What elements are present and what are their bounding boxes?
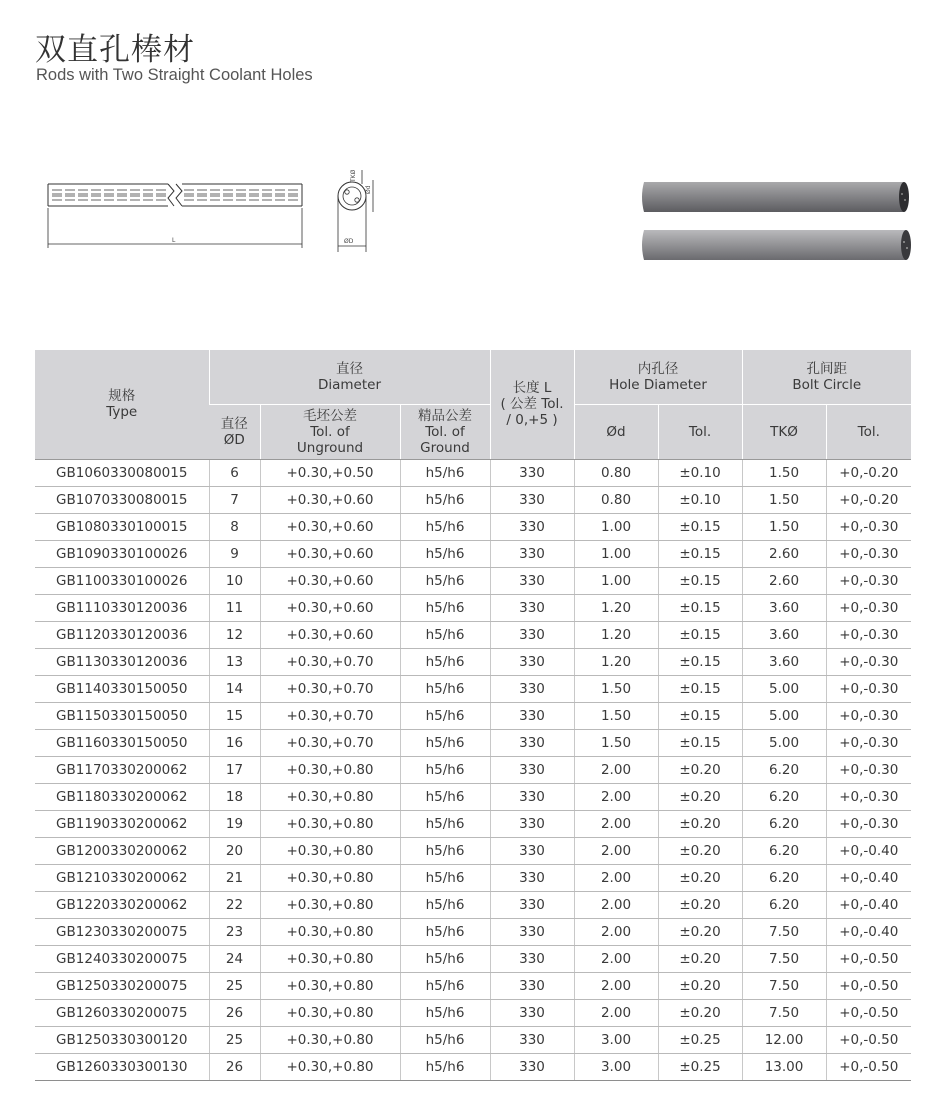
cell-od: 7 bbox=[209, 486, 260, 513]
cell-hole-tol: ±0.10 bbox=[658, 486, 742, 513]
cell-unground-tol: +0.30,+0.80 bbox=[260, 1026, 400, 1053]
drawing-tk-label: TKØ bbox=[350, 169, 357, 182]
cell-hole-d: 2.00 bbox=[574, 783, 658, 810]
cell-type: GB1170330200062 bbox=[35, 756, 209, 783]
cell-hole-d: 1.00 bbox=[574, 567, 658, 594]
cell-tk-tol: +0,-0.30 bbox=[826, 810, 911, 837]
cell-length: 330 bbox=[490, 945, 574, 972]
cell-hole-tol: ±0.10 bbox=[658, 459, 742, 486]
spec-table-body bbox=[35, 459, 911, 1080]
cell-ground-tol: h5/h6 bbox=[400, 783, 490, 810]
cell-length: 330 bbox=[490, 891, 574, 918]
cell-unground-tol: +0.30,+0.80 bbox=[260, 783, 400, 810]
header-diameter: 直径 Diameter bbox=[209, 350, 490, 404]
cell-unground-tol: +0.30,+0.80 bbox=[260, 756, 400, 783]
cell-hole-tol: ±0.15 bbox=[658, 567, 742, 594]
cell-type: GB1230330200075 bbox=[35, 918, 209, 945]
cell-type: GB1060330080015 bbox=[35, 459, 209, 486]
cell-hole-d: 2.00 bbox=[574, 810, 658, 837]
cell-type: GB1200330200062 bbox=[35, 837, 209, 864]
cell-hole-d: 1.00 bbox=[574, 540, 658, 567]
cell-length: 330 bbox=[490, 972, 574, 999]
cell-unground-tol: +0.30,+0.70 bbox=[260, 675, 400, 702]
cell-length: 330 bbox=[490, 1026, 574, 1053]
cell-tk: 2.60 bbox=[742, 540, 826, 567]
cell-od: 8 bbox=[209, 513, 260, 540]
drawing-length-label: L bbox=[172, 237, 176, 244]
cell-tk-tol: +0,-0.20 bbox=[826, 459, 911, 486]
cell-tk-tol: +0,-0.50 bbox=[826, 945, 911, 972]
cell-od: 18 bbox=[209, 783, 260, 810]
cell-tk-tol: +0,-0.40 bbox=[826, 864, 911, 891]
cell-tk: 6.20 bbox=[742, 864, 826, 891]
cell-ground-tol: h5/h6 bbox=[400, 999, 490, 1026]
table-row bbox=[35, 513, 911, 540]
cell-type: GB1250330200075 bbox=[35, 972, 209, 999]
spec-table bbox=[35, 350, 911, 1081]
cell-od: 13 bbox=[209, 648, 260, 675]
cell-od: 15 bbox=[209, 702, 260, 729]
table-row bbox=[35, 594, 911, 621]
cell-length: 330 bbox=[490, 567, 574, 594]
cell-tk: 1.50 bbox=[742, 486, 826, 513]
cell-unground-tol: +0.30,+0.60 bbox=[260, 513, 400, 540]
cell-hole-d: 1.50 bbox=[574, 729, 658, 756]
cell-ground-tol: h5/h6 bbox=[400, 567, 490, 594]
page-title: 双直孔棒材 bbox=[35, 32, 195, 68]
cell-type: GB1220330200062 bbox=[35, 891, 209, 918]
cell-tk: 6.20 bbox=[742, 756, 826, 783]
cell-tk: 3.60 bbox=[742, 621, 826, 648]
header-unground-tol: 毛坯公差 Tol. of Unground bbox=[260, 404, 400, 459]
cell-tk-tol: +0,-0.30 bbox=[826, 621, 911, 648]
table-row bbox=[35, 621, 911, 648]
cell-hole-tol: ±0.25 bbox=[658, 1053, 742, 1080]
cell-length: 330 bbox=[490, 783, 574, 810]
cell-tk: 1.50 bbox=[742, 459, 826, 486]
cell-length: 330 bbox=[490, 594, 574, 621]
table-row bbox=[35, 702, 911, 729]
cell-tk: 2.60 bbox=[742, 567, 826, 594]
drawing-hole-label: Ød bbox=[365, 185, 372, 194]
table-row bbox=[35, 459, 911, 486]
cell-ground-tol: h5/h6 bbox=[400, 648, 490, 675]
cell-ground-tol: h5/h6 bbox=[400, 810, 490, 837]
cell-ground-tol: h5/h6 bbox=[400, 621, 490, 648]
cell-length: 330 bbox=[490, 540, 574, 567]
cell-ground-tol: h5/h6 bbox=[400, 1053, 490, 1080]
cell-hole-d: 1.20 bbox=[574, 621, 658, 648]
cell-tk-tol: +0,-0.30 bbox=[826, 729, 911, 756]
table-row bbox=[35, 729, 911, 756]
cell-tk-tol: +0,-0.30 bbox=[826, 567, 911, 594]
cell-type: GB1190330200062 bbox=[35, 810, 209, 837]
table-row bbox=[35, 810, 911, 837]
cell-type: GB1260330200075 bbox=[35, 999, 209, 1026]
cell-tk-tol: +0,-0.30 bbox=[826, 594, 911, 621]
cell-unground-tol: +0.30,+0.60 bbox=[260, 540, 400, 567]
cell-tk: 7.50 bbox=[742, 945, 826, 972]
rod-image-bottom bbox=[642, 230, 911, 260]
table-row bbox=[35, 648, 911, 675]
table-row bbox=[35, 567, 911, 594]
cell-od: 10 bbox=[209, 567, 260, 594]
cell-unground-tol: +0.30,+0.60 bbox=[260, 486, 400, 513]
cell-unground-tol: +0.30,+0.80 bbox=[260, 972, 400, 999]
cell-tk: 13.00 bbox=[742, 1053, 826, 1080]
cell-ground-tol: h5/h6 bbox=[400, 675, 490, 702]
cell-tk-tol: +0,-0.40 bbox=[826, 891, 911, 918]
cell-type: GB1180330200062 bbox=[35, 783, 209, 810]
cell-unground-tol: +0.30,+0.80 bbox=[260, 837, 400, 864]
cell-od: 26 bbox=[209, 999, 260, 1026]
cell-type: GB1250330300120 bbox=[35, 1026, 209, 1053]
header-bolt-circle: 孔间距 Bolt Circle bbox=[742, 350, 911, 404]
cell-tk-tol: +0,-0.30 bbox=[826, 648, 911, 675]
cell-od: 6 bbox=[209, 459, 260, 486]
cell-tk-tol: +0,-0.30 bbox=[826, 540, 911, 567]
cell-tk: 3.60 bbox=[742, 648, 826, 675]
cell-od: 16 bbox=[209, 729, 260, 756]
cell-tk: 5.00 bbox=[742, 702, 826, 729]
cell-hole-d: 2.00 bbox=[574, 945, 658, 972]
table-row bbox=[35, 945, 911, 972]
header-type: 规格 Type bbox=[35, 350, 209, 459]
cell-length: 330 bbox=[490, 648, 574, 675]
cell-tk: 7.50 bbox=[742, 972, 826, 999]
cell-tk: 6.20 bbox=[742, 810, 826, 837]
cell-hole-tol: ±0.20 bbox=[658, 972, 742, 999]
rod-image-top bbox=[642, 182, 909, 212]
cell-length: 330 bbox=[490, 513, 574, 540]
cell-unground-tol: +0.30,+0.80 bbox=[260, 810, 400, 837]
cell-hole-d: 0.80 bbox=[574, 459, 658, 486]
cell-tk-tol: +0,-0.50 bbox=[826, 999, 911, 1026]
cell-ground-tol: h5/h6 bbox=[400, 513, 490, 540]
cell-length: 330 bbox=[490, 459, 574, 486]
page-subtitle: Rods with Two Straight Coolant Holes bbox=[36, 66, 313, 84]
cell-hole-tol: ±0.20 bbox=[658, 891, 742, 918]
cell-tk-tol: +0,-0.30 bbox=[826, 513, 911, 540]
cell-od: 17 bbox=[209, 756, 260, 783]
cell-hole-tol: ±0.15 bbox=[658, 648, 742, 675]
cell-ground-tol: h5/h6 bbox=[400, 945, 490, 972]
table-row bbox=[35, 837, 911, 864]
cell-length: 330 bbox=[490, 729, 574, 756]
cell-length: 330 bbox=[490, 756, 574, 783]
cell-type: GB1110330120036 bbox=[35, 594, 209, 621]
header-ground-tol: 精品公差 Tol. of Ground bbox=[400, 404, 490, 459]
header-hole-d: Ød bbox=[574, 404, 658, 459]
cell-length: 330 bbox=[490, 1053, 574, 1080]
table-row bbox=[35, 864, 911, 891]
table-row bbox=[35, 486, 911, 513]
cell-tk: 5.00 bbox=[742, 729, 826, 756]
cell-hole-tol: ±0.15 bbox=[658, 702, 742, 729]
cell-tk-tol: +0,-0.30 bbox=[826, 756, 911, 783]
cell-hole-tol: ±0.25 bbox=[658, 1026, 742, 1053]
cell-ground-tol: h5/h6 bbox=[400, 486, 490, 513]
cell-ground-tol: h5/h6 bbox=[400, 837, 490, 864]
cell-type: GB1210330200062 bbox=[35, 864, 209, 891]
cell-od: 22 bbox=[209, 891, 260, 918]
header-hole-tol: Tol. bbox=[658, 404, 742, 459]
cell-unground-tol: +0.30,+0.80 bbox=[260, 1053, 400, 1080]
cell-ground-tol: h5/h6 bbox=[400, 702, 490, 729]
cell-ground-tol: h5/h6 bbox=[400, 540, 490, 567]
cell-type: GB1160330150050 bbox=[35, 729, 209, 756]
cell-od: 25 bbox=[209, 1026, 260, 1053]
cell-hole-tol: ±0.20 bbox=[658, 756, 742, 783]
cell-unground-tol: +0.30,+0.80 bbox=[260, 864, 400, 891]
cell-tk: 6.20 bbox=[742, 837, 826, 864]
cell-od: 9 bbox=[209, 540, 260, 567]
cell-length: 330 bbox=[490, 702, 574, 729]
cell-ground-tol: h5/h6 bbox=[400, 1026, 490, 1053]
cell-ground-tol: h5/h6 bbox=[400, 729, 490, 756]
cell-hole-tol: ±0.20 bbox=[658, 783, 742, 810]
cell-type: GB1070330080015 bbox=[35, 486, 209, 513]
cell-type: GB1100330100026 bbox=[35, 567, 209, 594]
cell-hole-d: 1.20 bbox=[574, 648, 658, 675]
cell-hole-d: 2.00 bbox=[574, 837, 658, 864]
technical-drawing bbox=[40, 160, 390, 255]
cell-length: 330 bbox=[490, 486, 574, 513]
table-row bbox=[35, 918, 911, 945]
table-row bbox=[35, 756, 911, 783]
cell-hole-tol: ±0.20 bbox=[658, 810, 742, 837]
cell-hole-tol: ±0.20 bbox=[658, 837, 742, 864]
table-row bbox=[35, 972, 911, 999]
cell-od: 14 bbox=[209, 675, 260, 702]
cell-unground-tol: +0.30,+0.70 bbox=[260, 702, 400, 729]
cell-type: GB1240330200075 bbox=[35, 945, 209, 972]
cell-od: 11 bbox=[209, 594, 260, 621]
cell-ground-tol: h5/h6 bbox=[400, 918, 490, 945]
table-row bbox=[35, 675, 911, 702]
cell-hole-d: 2.00 bbox=[574, 999, 658, 1026]
cell-type: GB1080330100015 bbox=[35, 513, 209, 540]
cell-type: GB1090330100026 bbox=[35, 540, 209, 567]
cell-tk-tol: +0,-0.40 bbox=[826, 918, 911, 945]
cell-type: GB1150330150050 bbox=[35, 702, 209, 729]
table-row bbox=[35, 999, 911, 1026]
cell-hole-d: 1.00 bbox=[574, 513, 658, 540]
cell-tk-tol: +0,-0.50 bbox=[826, 1053, 911, 1080]
cell-hole-tol: ±0.15 bbox=[658, 540, 742, 567]
cell-type: GB1130330120036 bbox=[35, 648, 209, 675]
cell-unground-tol: +0.30,+0.70 bbox=[260, 648, 400, 675]
cell-unground-tol: +0.30,+0.50 bbox=[260, 459, 400, 486]
cell-od: 12 bbox=[209, 621, 260, 648]
cell-unground-tol: +0.30,+0.70 bbox=[260, 729, 400, 756]
table-row bbox=[35, 891, 911, 918]
cell-hole-tol: ±0.15 bbox=[658, 729, 742, 756]
cell-length: 330 bbox=[490, 999, 574, 1026]
cell-tk-tol: +0,-0.40 bbox=[826, 837, 911, 864]
table-row bbox=[35, 783, 911, 810]
cell-type: GB1120330120036 bbox=[35, 621, 209, 648]
cell-od: 25 bbox=[209, 972, 260, 999]
cell-ground-tol: h5/h6 bbox=[400, 756, 490, 783]
cell-ground-tol: h5/h6 bbox=[400, 972, 490, 999]
cell-length: 330 bbox=[490, 864, 574, 891]
cell-tk: 3.60 bbox=[742, 594, 826, 621]
header-tk-tol: Tol. bbox=[826, 404, 911, 459]
cell-tk-tol: +0,-0.50 bbox=[826, 1026, 911, 1053]
cell-hole-tol: ±0.15 bbox=[658, 594, 742, 621]
cell-hole-d: 2.00 bbox=[574, 891, 658, 918]
cell-unground-tol: +0.30,+0.60 bbox=[260, 567, 400, 594]
cell-hole-d: 2.00 bbox=[574, 756, 658, 783]
cell-tk: 12.00 bbox=[742, 1026, 826, 1053]
table-row bbox=[35, 1053, 911, 1080]
cell-tk-tol: +0,-0.30 bbox=[826, 783, 911, 810]
cell-type: GB1140330150050 bbox=[35, 675, 209, 702]
cell-od: 26 bbox=[209, 1053, 260, 1080]
cell-od: 20 bbox=[209, 837, 260, 864]
drawing-diameter-label: ØD bbox=[344, 238, 354, 245]
cell-ground-tol: h5/h6 bbox=[400, 864, 490, 891]
header-od: 直径 ØD bbox=[209, 404, 260, 459]
cell-hole-tol: ±0.20 bbox=[658, 999, 742, 1026]
cell-tk-tol: +0,-0.30 bbox=[826, 702, 911, 729]
product-photo bbox=[636, 176, 916, 266]
cell-hole-d: 2.00 bbox=[574, 864, 658, 891]
table-row bbox=[35, 540, 911, 567]
cell-hole-tol: ±0.20 bbox=[658, 918, 742, 945]
header-tk: TKØ bbox=[742, 404, 826, 459]
cell-tk: 7.50 bbox=[742, 918, 826, 945]
cell-hole-tol: ±0.20 bbox=[658, 945, 742, 972]
cell-length: 330 bbox=[490, 837, 574, 864]
cell-tk: 5.00 bbox=[742, 675, 826, 702]
cell-unground-tol: +0.30,+0.80 bbox=[260, 891, 400, 918]
cell-unground-tol: +0.30,+0.80 bbox=[260, 918, 400, 945]
cell-ground-tol: h5/h6 bbox=[400, 594, 490, 621]
cell-unground-tol: +0.30,+0.80 bbox=[260, 945, 400, 972]
cell-hole-tol: ±0.20 bbox=[658, 864, 742, 891]
cell-od: 23 bbox=[209, 918, 260, 945]
cell-hole-d: 1.50 bbox=[574, 702, 658, 729]
cell-tk-tol: +0,-0.20 bbox=[826, 486, 911, 513]
cell-od: 19 bbox=[209, 810, 260, 837]
cell-hole-d: 1.50 bbox=[574, 675, 658, 702]
cell-tk: 7.50 bbox=[742, 999, 826, 1026]
cell-length: 330 bbox=[490, 918, 574, 945]
cell-type: GB1260330300130 bbox=[35, 1053, 209, 1080]
cell-tk-tol: +0,-0.30 bbox=[826, 675, 911, 702]
cell-ground-tol: h5/h6 bbox=[400, 891, 490, 918]
cell-hole-d: 0.80 bbox=[574, 486, 658, 513]
cell-ground-tol: h5/h6 bbox=[400, 459, 490, 486]
cell-od: 21 bbox=[209, 864, 260, 891]
cell-hole-tol: ±0.15 bbox=[658, 675, 742, 702]
header-hole-diameter: 内孔径 Hole Diameter bbox=[574, 350, 742, 404]
cell-hole-d: 1.20 bbox=[574, 594, 658, 621]
cell-tk: 6.20 bbox=[742, 783, 826, 810]
cell-tk: 1.50 bbox=[742, 513, 826, 540]
cell-hole-d: 2.00 bbox=[574, 972, 658, 999]
cell-hole-tol: ±0.15 bbox=[658, 513, 742, 540]
cell-length: 330 bbox=[490, 675, 574, 702]
cell-tk: 6.20 bbox=[742, 891, 826, 918]
cell-unground-tol: +0.30,+0.60 bbox=[260, 621, 400, 648]
cell-hole-d: 3.00 bbox=[574, 1053, 658, 1080]
cell-length: 330 bbox=[490, 621, 574, 648]
cell-hole-d: 3.00 bbox=[574, 1026, 658, 1053]
cell-tk-tol: +0,-0.50 bbox=[826, 972, 911, 999]
table-row bbox=[35, 1026, 911, 1053]
cell-unground-tol: +0.30,+0.80 bbox=[260, 999, 400, 1026]
cell-hole-d: 2.00 bbox=[574, 918, 658, 945]
cell-od: 24 bbox=[209, 945, 260, 972]
header-length: 长度 L ( 公差 Tol. / 0,+5 ) bbox=[490, 350, 574, 459]
cell-length: 330 bbox=[490, 810, 574, 837]
cell-hole-tol: ±0.15 bbox=[658, 621, 742, 648]
cell-unground-tol: +0.30,+0.60 bbox=[260, 594, 400, 621]
